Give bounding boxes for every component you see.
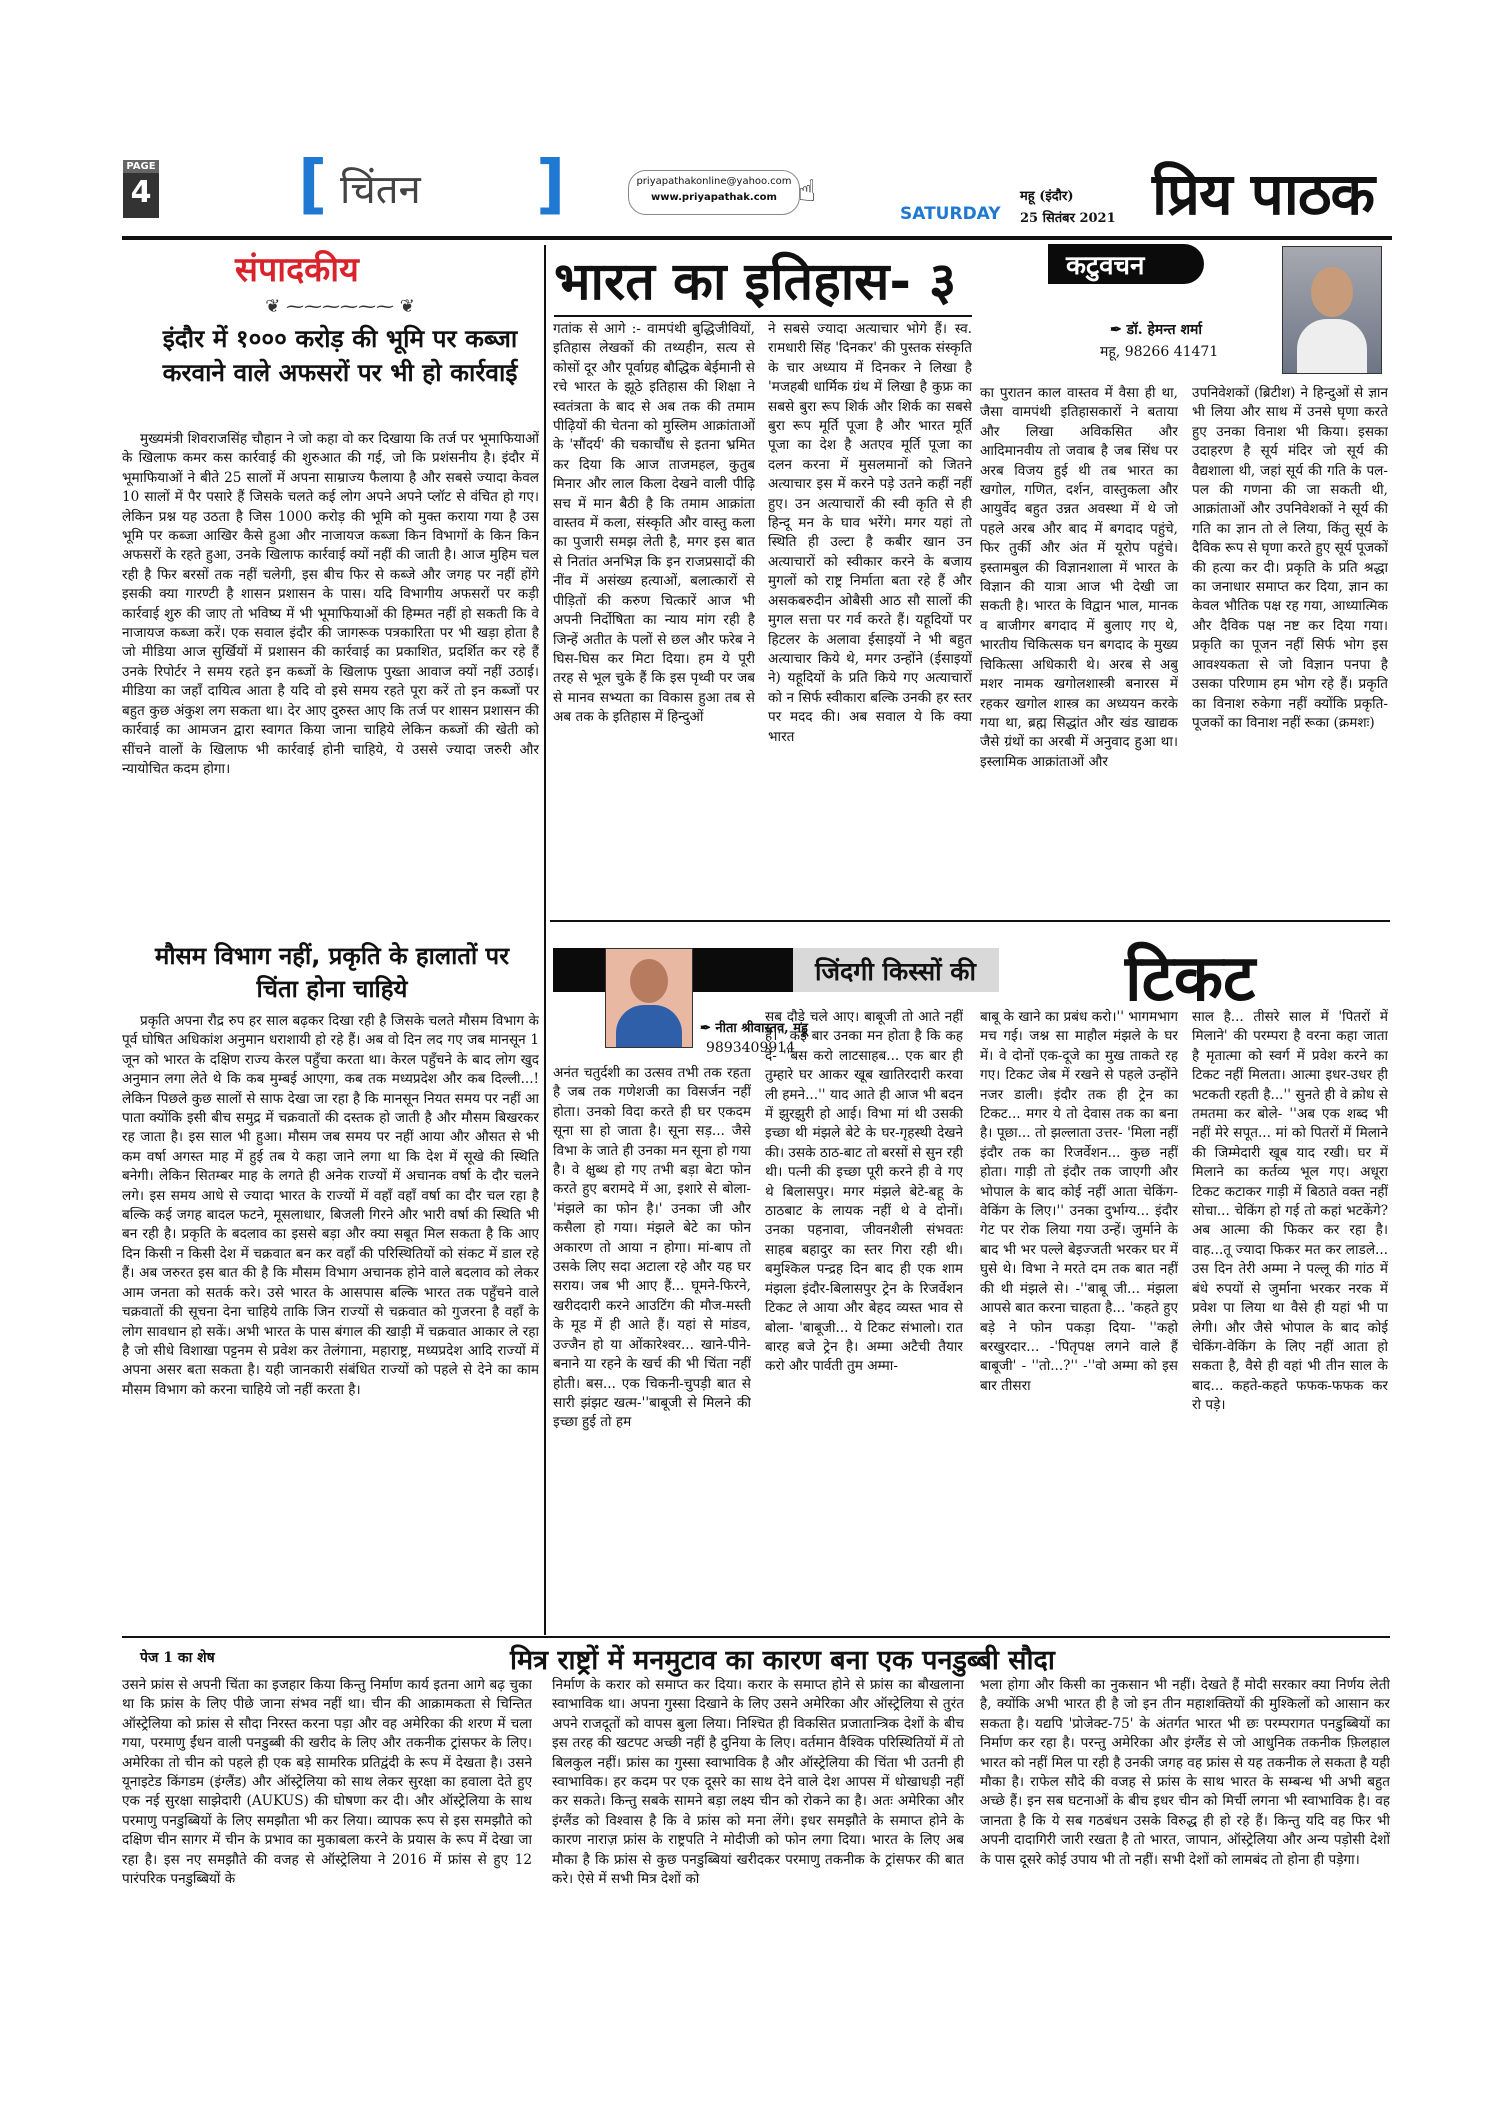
pen-icon: ✒: [700, 1021, 716, 1036]
katu-author-name: डॉ. हेमन्त शर्मा: [1126, 322, 1202, 338]
story-author-name: नीता श्रीवास्तव, महू: [715, 1021, 808, 1036]
place-label: महू (इंदौर): [1020, 189, 1074, 204]
page-number: 4: [130, 175, 152, 210]
column-divider-left: [544, 245, 546, 1635]
website-text: www.priyapathak.com: [651, 192, 777, 203]
contact-box: [628, 170, 800, 215]
story-label: जिंदगी किस्सों की: [815, 957, 976, 986]
katu-author: [1110, 320, 1202, 339]
section-bracket-right: ]: [536, 148, 566, 222]
history-column-2: ने सबसे ज्यादा अत्याचार भोगे हैं। स्व. रामधारी सिंह 'दिनकर' की पुस्तक संस्कृति के चार अध्याय में दिनकर ने लिखा है 'मजहबी धार्मिक ग्रंथ में लिखा है कुफ्र का सबसे बुरा रूप शिर्क और शिर्क का सबसे बुरा रूप मूर्ति पूजा है और भारत मूर्ति पूजा का देश है अतएव मूर्ति पूजा का दलन करना में मुसलमानों को जितने अत्याचार इस में करने पड़े उतने कहीं नहीं हुए। उन अत्याचारों की स्वी कृति से ही हिन्दू मन के घाव भरेंगे। मगर यहां तो स्थिति ही उल्टा है कबीर खान उन अत्याचारों को स्वीकार करने के बजाय मुगलों को राष्ट्र निर्माता बता रहे हैं और असकबरुदीन ओबैसी आठ सौ सालों की मुगल सत्ता पर गर्व करते हैं। यहूदियों पर हिटलर के अलावा ईसाइयों ने भी बहुत अत्याचार किये थे, मगर उन्होंने (ईसाइयों ने) यहूदियों के प्रति किये गए अत्याचारों को न सिर्फ स्वीकारा बल्कि उनकी हर स्तर पर मदद की। अब सवाल ये कि क्या भारत: [768, 321, 972, 745]
katu-label: कटुवचन: [1066, 251, 1145, 281]
header-rule: [122, 236, 1392, 240]
bottom-column-3: भला होगा और किसी का नुकसान भी नहीं। देखते हैं मोदी सरकार क्या निर्णय लेती है, क्योंकि अभी भारत ही है जो इन तीन महाशक्तियों की मुश्किलों को आसान कर सकता है। यद्यपि 'प्रोजेक्ट-75' के अंतर्गत भारत भी छः परम्परागत पनडुब्बियों का निर्माण कर रहा है। परन्तु अमेरिका और इंग्लैंड से जो आधुनिक तकनीक फ़िलहाल भारत को नहीं मिल पा रही है उनकी जगह वह फ्रांस से यह तकनीक ले सकता है यही मौका है। राफेल सौदे की वजह से फ्रांस के साथ भारत के सम्बन्ध भी अभी बहुत अच्छे हैं। इन सब घटनाओं के बीच इधर चीन को मिर्ची लगना भी स्वाभाविक है। वह जानता है कि ये सब गठबंधन उसके विरुद्ध ही हो रहे हैं। किन्तु यदि वह फिर भी अपनी दादागिरी जारी रखता है तो भारत, जापान, ऑस्ट्रेलिया और अन्य पड़ोसी देशों के पास दूसरे कोई उपाय भी तो नहीं। सभी देशों को लामबंद तो होना ही पड़ेगा।: [980, 1677, 1390, 1868]
katu-phone: महू, 98266 41471: [1100, 344, 1219, 360]
bottom-column-1: उसने फ्रांस से अपनी चिंता का इजहार किया किन्तु निर्माण कार्य इतना आगे बढ़ चुका था कि फ्रांस के लिए पीछे जाना संभव नहीं था। चीन की आक्रामकता से चिन्तित ऑस्ट्रेलिया को फ्रांस से सौदा निरस्त करना पड़ा और वह अमेरिका की शरण में चला गया, परमाणु ईंधन वाली पनडुब्बी की खरीद के लिए और तकनीक ट्रांसफर के लिए। अमेरिका तो चीन को पहले ही एक बड़े सामरिक प्रतिद्वंदी के रूप में देखता है। उसने यूनाइटेड किंगडम (इंग्लैंड) और ऑस्ट्रेलिया को साथ लेकर सुरक्षा का हवाला देते हुए एक नई सुरक्षा साझेदारी (AUKUS) की घोषणा कर दी। और ऑस्ट्रेलिया के साथ परमाणु पनडुब्बियों के लिए समझौता भी कर लिया। व्यापक रूप से इस समझौते को दक्षिण चीन सागर में चीन के प्रभाव का मुकाबला करने के प्रयास के रूप में देखा जा रहा है। इस नए समझौते की वजह से ऑस्ट्रेलिया ने 2016 में फ्रांस से हुए 12 पारंपरिक पनडुब्बियों के: [122, 1677, 532, 1888]
editorial-paragraph-2: प्रकृति अपना रौद्र रुप हर साल बढ़कर दिखा रही है जिसके चलते मौसम विभाग के पूर्व घोषित अधिकांश अनुमान धराशायी हो रहे हैं। अब वो दिन लद गए जब मानसून 1 जून को भारत के दक्षिण राज्य केरल पहुँचा करता था। केरल पहुँचने के बाद लोग खुद अनुमान लगा लेते थे कि कब मुम्बई आएगा, कब तक मध्यप्रदेश और कब दिल्ली...! लेकिन पिछले कुछ सालों से साफ देखा जा रहा है कि मानसून नियत समय पर नहीं आ पाता क्योंकि इसी बीच समुद्र में चक्रवातों की दस्तक हो जाती है और मौसम बिखरकर रह जाता है। इस साल भी हुआ। मौसम जब समय पर नहीं आया और औसत से भी कम वर्षा अगस्त माह में हुई तब ये कहा जाने लगा था कि देश में सूखे की स्थिति बनेगी। लेकिन सितम्बर माह के लगते ही अनेक राज्यों में अचानक वर्षा के दौर चलने लगे। इस समय आधे से ज्यादा भारत के राज्यों में वहाँ वहाँ वर्षा का दौर चल रहा है बल्कि कई जगह बादल फटने, मूसलाधार, बिजली गिरने और भारी वर्षा की स्थिति भी बन रही है। प्रकृति के बदलाव का इससे बड़ा और क्या सबूत मिल सकता है कि आए दिन किसी न किसी देश में चक्रवात बन कर वहाँ की परिस्थितियों को संकट में डाल रहे हैं। अब जरुरत इस बात की है कि मौसम विभाग अचानक होने वाले बदलाव को लेकर आम जनता को सतर्क करे। उसे भारत के आसपास बल्कि भारत तक पहुँचने वाले चक्रवातों की सूचना देना चाहिये ताकि जिन राज्यों से चक्रवात को गुजरना है वहाँ के लोग सावधान हो सकें। अभी भारत के पास बंगाल की खाड़ी में चक्रवात आकार ले रहा है जो सीधे विशाखा पट्टनम से प्रवेश कर तेलंगाना, महाराष्ट्र, मध्यप्रदेश आदि राज्यों में अपना असर बता सकता है। यही जानकारी संबंधित राज्यों को पहले से देने का काम मौसम विभाग को करना चाहिये जो नहीं करता है।: [122, 1013, 539, 1398]
story-column-2: सब दौड़े चले आए। बाबूजी तो आते नहीं हैं।'' कई बार उनका मन होता है कि कह दें- ''बस करो लाटसाहब... एक बार ही तुम्हारे घर आकर खूब खातिरदारी करवा ली हमने...'' याद आते ही आज भी बदन में झुरझुरी हो आई। विभा मां थी उसकी इच्छा थी मंझले बेटे के घर-गृहस्थी देखने की। उसके ठाठ-बाट तो बरसों से सुन रही थी। पत्नी की इच्छा पूरी करने ही वे गए थे बिलासपुर। मगर मंझले बेटे-बहू के ठाठबाट के लायक नहीं थे वे दोनों। उनका पहनावा, जीवनशैली संभवतः साहब बहादुर का स्तर गिरा रही थी। बमुश्किल पन्द्रह दिन बाद ही एक शाम मंझला इंदौर-बिलासपुर ट्रेन के रिजर्वेशन टिकट ले आया और बेहद व्यस्त भाव से बोला- 'बाबूजी... ये टिकट संभालो। रात बारह बजे ट्रेन है। अम्मा अटैची तैयार करो और पार्वती तुम अम्मा-: [765, 1009, 963, 1375]
story-headline: टिकट: [1125, 942, 1256, 1016]
katu-column-3: का पुरातन काल वास्तव में वैसा ही था, जैसा वामपंथी इतिहासकारों ने बताया और लिखा अविकसित और आदिमानवीय तो जवाब है जब सिंध पर अरब विजय हुई थी तब भारत का खगोल, गणित, दर्शन, वास्तुकला और आयुर्वेद बहुत उन्नत अवस्था में थे जो पहले अरब और बाद में बगदाद पहुंचे, फिर तुर्की और अंत में यूरोप पहुंचे। इस्तामबुल की विज्ञानशाला में भारत के विज्ञान की यात्रा आज भी देखी जा सकती है। भारत के विद्वान भाल, मानक व बाजीगर बगदाद में बुलाए गए थे, भारतीय चिकित्सक घन बगदाद के मुख्य चिकित्सा अधिकारी थे। अरब से अबु मशर नामक खगोलशास्त्री बनारस में रहकर खगोल शास्त्र का अध्ययन करके गया था, ब्रह्म सिद्धांत और खंड खाद्यक जैसे ग्रंथों का अरबी में अनुवाद हुआ था। इस्लामिक आक्रांताओं और: [980, 385, 1178, 770]
bottom-rule: [122, 1636, 1390, 1638]
editorial-paragraph-1: मुख्यमंत्री शिवराजसिंह चौहान ने जो कहा वो कर दिखाया कि तर्ज पर भूमाफियाओं के खिलाफ कमर कस कार्रवाई की शुरुआत की गई, जो कि प्रशंसनीय है। इंदौर में भूमाफियाओं ने बीते 25 सालों में अपना साम्राज्य फैलाया है और सबसे ज्यादा केवल 10 सालों में पैर पसारे हैं जिसके चलते कई लोग अपने अपने प्लॉट से वंचित हो गए। लेकिन प्रश्न यह उठता है जिस 1000 करोड़ की भूमि को मुक्त कराया गया है उस भूमि पर कब्जा आखिर कैसे हुआ और नाजायज कब्जा किन विभागों के किन किन अफसरों के रहते हुआ, उनके खिलाफ कार्रवाई क्यों नहीं की जाती है। आज मुहिम चल रही है फिर बरसों तक नहीं चलेगी, इस बीच फिर से कब्जे और जगह पर नहीं होंगे इसकी क्या गारण्टी है शासन प्रशासन के पास। यदि विभागीय अफसरों पर कड़ी कार्रवाई शुरु की जाए तो भविष्य में भी भूमाफियाओं की हिम्मत नहीं हो सकती कि वे नाजायज कब्जा करें। एक सवाल इंदौर की जागरूक पत्रकारिता पर भी खड़ा होता है जो मीडिया आज सुर्खियों में प्रशासन की कार्रवाई का प्रकाशित, प्रदर्शित कर रहे हैं उनके रिपोर्टर ने समय रहते इन कब्जों के खिलाफ पुख्ता आवाज क्यों नहीं उठाई। मीडिया का जहाँ दायित्व आता है यदि वो इसे समय रहते पूरा करें तो इन कब्जों पर बहुत कुछ अंकुश लग सकता था। देर आए दुरुस्त आए कि तर्ज पर शासन प्रशासन की कार्रवाई का आमजन द्वारा स्वागत किया जाना चाहिये लेकिन कब्जों की खेती को सींचने वालों के खिलाफ भी कार्रवाई होनी चाहिये, ये उससे ज्यादा जरुरी और न्यायोचित कदम होगा।: [122, 431, 539, 777]
hand-pointer-icon: ☝: [798, 174, 817, 209]
page-number-box: [123, 160, 159, 218]
section-title: चिंतन: [340, 167, 421, 213]
history-rule: [554, 315, 972, 317]
mid-rule: [550, 920, 1390, 922]
bottom-headline: मित्र राष्ट्रों में मनमुटाव का कारण बना एक पनडुब्बी सौदा: [510, 1645, 1055, 1676]
history-headline: भारत का इतिहास- ३: [554, 252, 957, 312]
katu-label-bar: [1048, 244, 1204, 284]
ornament-divider: ❦ ⁓⁓⁓⁓⁓⁓ ❦: [265, 296, 415, 317]
editorial-headline-2: मौसम विभाग नहीं, प्रकृति के हालातों पर चिंता होना चाहिये: [154, 942, 510, 1003]
bottom-column-2: निर्माण के करार को समाप्त कर दिया। करार के समाप्त होने से फ्रांस का बौखलाना स्वाभाविक था। अपना गुस्सा दिखाने के लिए उसने अमेरिका और ऑस्ट्रेलिया से तुरंत अपने राजदूतों को वापस बुला लिया। निश्चित ही विकसित प्रजातान्त्रिक देशों के बीच इस तरह की खटपट अच्छी नहीं है दुनिया के लिए। वर्तमान वैश्विक परिस्थितियों में तो बिलकुल नहीं। फ्रांस का गुस्सा स्वाभाविक है और ऑस्ट्रेलिया की चिंता भी उतनी ही स्वाभाविक। हर कदम पर एक दूसरे का साथ देने वाले देश आपस में धोखाधड़ी नहीं कर सकते। किन्तु सबके सामने बड़ा लक्ष्य चीन को रोकने का है। अतः अमेरिका और इंग्लैंड को विश्वास है कि वे फ्रांस को मना लेंगे। इधर समझौते के समाप्त होने के कारण नाराज़ फ्रांस के राष्ट्रपति ने मोदीजी को फोन लगा दिया। भारत के लिए अब मौका है कि फ्रांस से कुछ पनडुब्बियां खरीदकर परमाणु तकनीक के ट्रांसफर की बात करे। ऐसे में सभी मित्र देशों को: [552, 1677, 964, 1888]
author-photo-hemant: [1282, 246, 1382, 374]
continued-label: पेज 1 का शेष: [140, 1650, 215, 1666]
katu-column-4: उपनिवेशकों (ब्रिटीश) ने हिन्दुओं से ज्ञान भी लिया और साथ में उनसे घृणा करते हुए उनका विनाश भी किया। इसका उदाहरण है सूर्य मंदिर जो सूर्य की वैद्यशाला थी, जहां सूर्य की गति के पल-पल की गणना की जा सकती थी, आक्रांताओं और उपनिवेशकों ने सूर्य की गति का ज्ञान तो ले लिया, किंतु सूर्य के दैविक रूप से घृणा करते हुए सूर्य पूजकों की हत्या कर दी। प्रकृति के प्रति श्रद्धा का जनाधार समाप्त कर दिया, ज्ञान का केवल भौतिक पक्ष रह गया, आध्यात्मिक और दैविक पक्ष नष्ट कर दिया गया। प्रकृति का पूजन नहीं सिर्फ भोग इस आवश्यकता से जो विज्ञान पनपा है उसका परिणाम हम भोग रहे हैं। प्रकृति का विनाश रुकेगा नहीं क्योंकि प्रकृति-पूजकों का विनाश नहीं रूका (क्रमशः): [1192, 385, 1388, 731]
editorial-headline-1: इंदौर में १००० करोड़ की भूमि पर कब्जा करवाने वाले अफसरों पर भी हो कार्रवाई: [162, 324, 518, 387]
story-column-3: बाबू के खाने का प्रबंध करो।'' भागमभाग मच गई। जश्न सा माहौल मंझले के घर में। वे दोनों एक-दूजे का मुख ताकते रह गए। टिकट जेब में रखने से पहले उन्होंने नजर डाली। इंदौर तक ही ट्रेन का टिकट... मगर ये तो देवास तक का बना है। पूछा... तो झल्लाता उत्तर- 'मिला नहीं इंदौर तक का रिजर्वेशन... कुछ नहीं होता। गाड़ी तो इंदौर तक जाएगी और भोपाल के बाद कोई नहीं आता चेकिंग-वेकिंग के लिए।'' उनका दुर्भाग्य... इंदौर गेट पर रोक लिया गया उन्हें। जुर्माने के बाद भी भर पल्ले बेइज्जती भरकर घर में घुसे थे। विभा ने मरते दम तक बात नहीं की थी मंझले से। -''बाबू जी... मंझला आपसे बात करना चाहता है... 'कहते हुए बड़े ने फोन पकड़ा दिया- ''कहो बरखुरदार... -'पितृपक्ष लगने वाले हैं बाबूजी' - ''तो...?'' -''वो अम्मा को इस बार तीसरा: [980, 1009, 1178, 1394]
pen-icon: ✒: [1110, 322, 1127, 338]
page-header: [0, 150, 1500, 250]
editorial-label: संपादकीय: [235, 250, 359, 290]
story-column-4: साल है... तीसरे साल में 'पितरों में मिलाने' की परम्परा है वरना कहा जाता है मृतात्मा को स्वर्ग में प्रवेश करने का टिकट नहीं मिलता। आत्मा इधर-उधर ही भटकती रहती है...'' सुनते ही वे क्रोध से तमतमा कर बोले- ''अब एक शब्द भी नहीं मेरे सपूत... मां को पितरों में मिलाने की जिम्मेदारी खूब याद रखी। घर में मिलाने का कर्तव्य भूल गए। अधूरा टिकट कटाकर गाड़ी में बिठाते वक्त नहीं सोचा... चेकिंग हो गई तो कहां भटकेंगे? अब आत्मा की फिकर कर रहा है। वाह...तू ज्यादा फिकर मत कर लाडले... उस दिन तेरी अम्मा ने पल्लू की गांठ में बंधे रुपयों से जुर्माना भरकर नरक में प्रवेश पा लिया था वैसे ही यहां भी पा लेगी। और जैसे भोपाल के बाद कोई चेकिंग-वेकिंग के लिए नहीं आता हो सकता है, वैसे ही वहां भी तीन साल के बाद... कहते-कहते फफक-फफक कर रो पड़े।: [1192, 1009, 1388, 1414]
editorial-body-1: [122, 430, 539, 936]
masthead-logo: प्रिय पाठक: [1152, 160, 1375, 228]
story-column-1: अनंत चतुर्दशी का उत्सव तभी तक रहता है जब तक गणेशजी का विसर्जन नहीं होता। उनको विदा करते ही घर एकदम सूना सा हो जाता है। सूना सड़... जैसे विभा के जाते ही उनका मन सूना हो गया है। वे क्षुब्ध हो गए तभी बड़ा बेटा फोन करते हुए बरामदे में आ, इशारे से बोला- 'मंझले का फोन है।' उनका जी और कसैला हो गया। मंझले बेटे का फोन अकारण तो आया न होगा। मां-बाप तो उसके लिए सदा अटाला रहे और यह घर सराय। जब भी आए हैं... घूमने-फिरने, खरीददारी करने आउटिंग की मौज-मस्ती के मूड में ही आते हैं। यहां से मांडव, उज्जैन हो या ओंकारेश्वर... खाने-पीने-बनाने या रहने के खर्च की भी चिंता नहीं होती। बस... एक चिकनी-चुपड़ी बात से सारी झंझट खत्म-''बाबूजी से मिलने की इच्छा हुई तो हम: [553, 1065, 751, 1431]
story-phone: 9893409914: [706, 1040, 796, 1056]
email-text: priyapathakonline@yahoo.com: [636, 176, 792, 187]
page-label: PAGE: [123, 160, 159, 173]
section-bracket-left: [: [298, 148, 328, 222]
author-photo-neeta: [605, 948, 693, 1048]
date-label: 25 सितंबर 2021: [1020, 211, 1116, 226]
history-column-1: गतांक से आगे :- वामपंथी बुद्धिजीवियों, इतिहास लेखकों की तथ्यहीन, सत्य से कोसों दूर और पूर्वाग्रह बौद्धिक बेईमानी से रचे भारत के झूठे इतिहास की शिक्षा ने स्वतंत्रता के बाद से अब तक की तमाम पीढ़ियों की चेतना को मुस्लिम आक्रांताओं के 'सौंदर्य' की चकाचौंध से इतना भ्रमित कर दिया कि आज ताजमहल, कुतुब मिनार और लाल किला देखने वाली पीढ़ि सच में मान बैठी है कि तमाम आक्रांता वास्तव में कला, संस्कृति और वास्तु कला का पुजारी समझ लेती है, मगर इस बात से नितांत अनभिज्ञ कि इन राजप्रसादों की नींव में असंख्य हत्याओं, बलात्कारों से पीड़ितों की करुण चित्कारें आज भी अपनी निर्दोषिता का न्याय मांग रही है जिन्हें अतीत के पलों से छल और फरेब ने घिस-घिस कर मिटा दिया। हम ये पूरी तरह से भूल चुके हैं कि इस पृथ्वी पर जब से मानव सभ्यता का विकास हुआ तब से अब तक के इतिहास में हिन्दुओं: [553, 321, 755, 726]
day-label: SATURDAY: [900, 204, 1001, 224]
editorial-body-2: [122, 1012, 539, 1624]
